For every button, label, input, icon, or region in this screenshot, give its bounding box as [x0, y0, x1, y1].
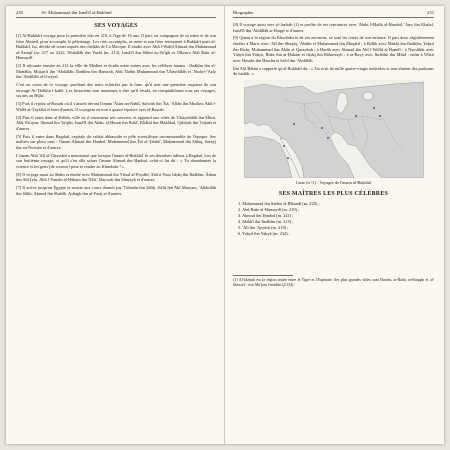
list-item: 1. Muḥammad ibn Salâm al-Bîkandî (m. 225) ;	[238, 200, 320, 206]
voyages-map	[244, 80, 424, 178]
map-city-marker	[287, 157, 289, 159]
map-city-marker	[373, 107, 375, 109]
left-running-head: 16- Muḥammad ibn Ismâ'îl al-Bukhârî	[40, 10, 112, 15]
footnote: (1) Al-Jazîrah est la région située entre le Tigre et l'Euphrate. Ses plus grandes villes sont Ḥarrân, ar-Rahâ, ar-Raqqah et al-Mawṣil ; voir Mu'jam l-buldân (2/134).	[233, 278, 434, 288]
paragraph: [8] Il voyage aussi vers al-Jazîrah (1) et profite de ses rencontres avec 'Abdu l-Malik al-Ḥarrânî, 'Amr ibn Khalaf, Ismâ'îl ibn 'Abdillâh ar-Raqqî et d'autres.	[233, 22, 434, 33]
right-page	[225, 6, 444, 444]
left-page-number: 230	[16, 10, 23, 15]
right-page-number: 231	[427, 10, 434, 15]
left-page-header	[16, 10, 216, 18]
map-aral-sea	[363, 92, 373, 100]
paragraph: C'est au cours de ce voyage, profitant des nuits éclairées par la lune, qu'il met une première esquisse de son ouvrage At-Târîkhu l-kabîr. Les historiens sont unanimes à dire qu'il résida, en comptabilisant tous ses voyages, six ans au Ḥijâz.	[16, 82, 216, 99]
paragraph: [5] Puis il entre dans Bagdad, capitale du califat abbasside et pôle scientifique incontournable de l'époque. Ses maîtres sur place sont : l'imam Aḥmad ibn Ḥanbal, Muḥammad ibn 'Îsâ aṭ-Ṭabbâ', Muḥammad ibn Sâbiq, Surayj ibn an-Nu'mân et d'autres.	[16, 133, 216, 150]
book-spread	[6, 6, 444, 444]
paragraph: [1] Al-Bukhârî voyage pour la première fois en 210, à l'âge de 16 ans. Il part, en compagnie de sa mère et de son frère Aḥmed, pour accomplir le pèlerinage. Les rites accomplis, sa mère et son frère retournent à Bukhârî mais al-Bukhârî, lui, décide de rester auprès des cheikhs de La Mecque. Il étudie avec Abû l-Walîd Aḥmad ibn Muḥammad al-Azraqî (m. 217 ou 222), 'Abdallâh ibn Yazîd (m. 213), Ismâ'îl ibn Sâlim aṣ-Ṣâ'igh et l'illustre Abû Bakr al-Ḥumaydî.	[16, 33, 217, 61]
paragraph: [3] Puis il rejoint al-Baṣrah où il s'assied devant l'imam 'Âṣim an-Nabîl, Ṣafwân ibn 'Îsâ, 'Affân ibn Muslim, Abû l-Walîd aṭ-Ṭayâlisî et bien d'autres. Il voyagera en tout à quatre reprises vers al-Baṣrah.	[16, 101, 216, 112]
right-running-head: Biographie	[233, 10, 254, 15]
list-item: 6. Yaḥyâ ibn Yaḥyâ (m. 234) ;	[238, 231, 290, 237]
list-item: 5. 'Alî ibn 'Ayyâsh (m. 219) ;	[238, 225, 289, 231]
paragraph: [7] Il arrive jusqu'en Égypte et assiste aux cours donnés par 'Uthmân ibn Ṣâliḥ, Sa'îd ibn Abî Maryam, 'Abdullâh ibn Ṣâliḥ, Aḥmad ibn Shabîb, Aṣbagh ibn al-Faraj et d'autres.	[16, 185, 216, 196]
paragraph: L'imam Abû 'Alî al-Ghassânî a mentionné que lorsque l'imam al-Bukhârî fit ses dernières adieux à Bagdad, lors de son huitième voyage, et qu'il s'en alla saluer l'imam Aḥmad ibn Ḥanbal, celui-ci lui dit : « Tu abandonnes la science et les gens [de science] pour te rendre au Khurâsân ! »	[16, 152, 216, 169]
map-city-marker	[355, 115, 357, 117]
section-title-voyages: SES VOYAGES	[94, 23, 138, 29]
left-page	[6, 6, 225, 444]
right-page-header	[233, 10, 434, 18]
paragraph: [2] Il séjourne ensuite en 212 la ville de Médine et étudie entre autres avec les célèbres imams : Ibrâhîm ibn al-Mundhir, Muṭarrif ibn 'Abdallâh, Ibrâhîm ibn Ḥamzah, Abû Thâbit Muḥammad ibn 'Ubaydillâh et 'Abdu-l-'Azîz ibn 'Abdillâh al-Uwaysî.	[16, 63, 216, 80]
map-city-marker	[283, 145, 285, 147]
map-city-marker	[327, 137, 329, 139]
map-city-marker	[321, 127, 323, 129]
paragraph: [6] Il voyage aussi au Shâm et étudie avec Muḥammad ibn Yûsuf al-Firyâbî, Abû n-Naṣr Isḥâq ibn Ibrâhîm, Âdam ibn Abî Iyâs, Abû l-Yamân al-Ḥakam ibn Nâfi', Ḥaywah ibn Shurayḥ et d'autres.	[16, 171, 216, 183]
map-city-marker	[293, 123, 295, 125]
map-city-marker	[379, 115, 381, 117]
masters-list	[233, 201, 434, 238]
footnote-rule	[233, 275, 293, 276]
list-item: 3. Aḥmad ibn Ḥanbal (m. 241) ;	[238, 212, 294, 218]
paragraph: [4] Puis il entre dans al-Kûfah, ville où il retournera très souvent, et apprend aux côtés de 'Ubaydallâh ibn Mûsâ, Abû Nu'aym, Aḥmad ibn Ya'qûb, Ismâ'îl ibn Abân, al-Ḥasan ibn Rabî', Khâlid ibn Makhlad, Qabîṣah ibn 'Uqbah et d'autres.	[16, 114, 216, 131]
list-item: 4. Makkî ibn Ibrâhîm (m. 215) ;	[238, 218, 294, 224]
paragraph: Ibn Abî Ḥâtim a rapporté qu'al-Bukhârî dit : « J'ai écrit de mille quatre-vingts individus et tous étaient des partisans du hadith. »	[233, 65, 434, 77]
section-title-maitres: SES MAÎTRES LES PLUS CÉLÈBRES	[278, 190, 389, 197]
paragraph: [9] Quant à la région du Khurâsân et de ses environs, ce sont les terres de son enfance. Il part donc régulièrement étudier à Marw avec 'Alî ibn Shaqîq, 'Abdân et Muḥammad ibn Muqâtil ; à Balkh avec Makkî ibn Ibrâhîm, Yaḥyâ ibn Bishr, Muḥammad ibn Abân et Qutaybah ; à Harâh avec Aḥmad ibn Abî l-Walîd al-Ḥanafî ; à Naysâbûr avec Yaḥyâ ibn Yaḥyâ, Bishr ibn al-Ḥakam et Isḥâq ibn Râhuwayh ; à ar-Rayy avec Ibrâhîm ibn Mûsâ ; enfin à Wâsiṭ avec Ḥassân ibn Ḥassân et Sa'îd ibn 'Abdillâh.	[233, 35, 434, 63]
map-caption: Carte (n °1) : Voyages de l'imam al-Bukhârî	[295, 179, 372, 185]
list-item: 2. Abû Bakr al-Ḥumaydî (m. 219) ;	[238, 206, 300, 212]
